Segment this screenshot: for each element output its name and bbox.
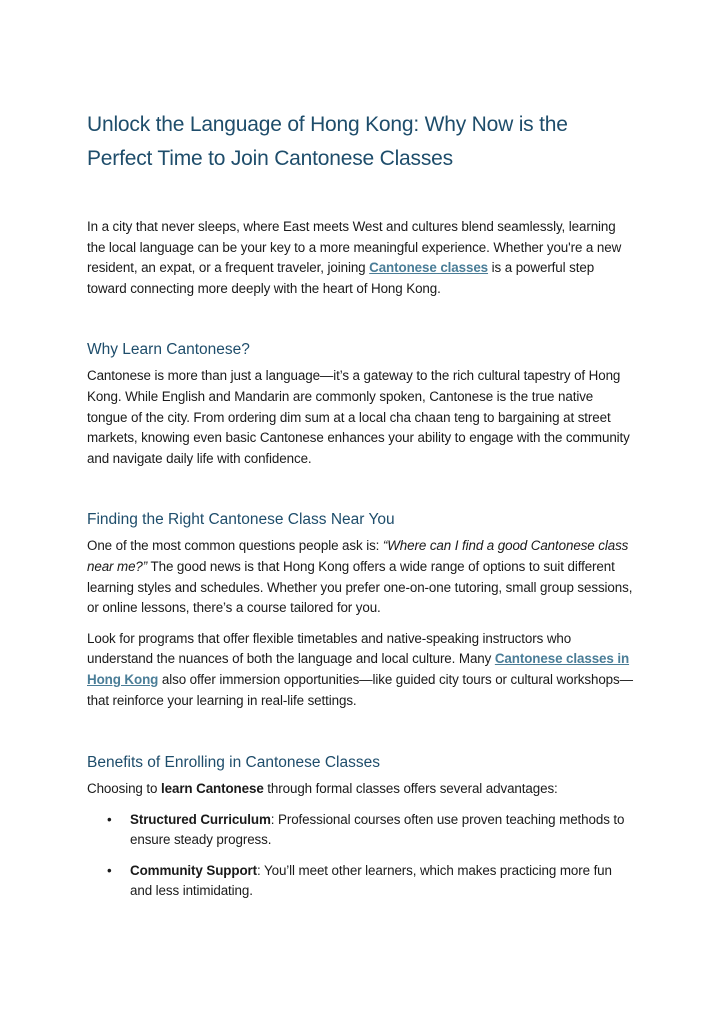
page-title: Unlock the Language of Hong Kong: Why Now is the Perfect Time to Join Cantonese Classes (87, 113, 568, 170)
finding-text-after: The good news is that Hong Kong offers a wide range of options to suit different learning styles and schedules. Whether you prefer one-on-one tutoring, small group sessions, or online lessons, there’s a course tailored for you. (87, 558, 633, 616)
finding-text-before: One of the most common questions people ask is: (87, 538, 383, 554)
benefits-lead-after: through formal classes offers several advantages: (263, 781, 558, 797)
finding2-text-after: also offer immersion opportunities—like guided city tours or cultural workshops—that reinforce your learning in real-life settings. (87, 671, 633, 708)
intro-paragraph (87, 217, 635, 299)
section-finding-paragraph-2 (87, 629, 635, 711)
benefits-lead-before: Choosing to (87, 781, 161, 797)
bullet-bold: Community Support (130, 862, 257, 878)
finding-quote: “Where can I find a good Cantonese class near me?” (87, 538, 629, 574)
bullet-icon: • (107, 862, 112, 878)
section-why-paragraph: Cantonese is more than just a language—it’s a gateway to the rich cultural tapestry of Hong Kong. While English and Mandarin are commonly spoken, Cantonese is the true native tongue of the city. From ordering dim sum at a local cha chaan teng to bargaining at street markets, knowing even basic Cantonese enhances your ability to engage with the community and navigate daily life with confidence. (87, 368, 630, 466)
benefits-list (87, 810, 635, 902)
cantonese-classes-hong-kong-link[interactable]: Cantonese classes in Hong Kong (87, 651, 630, 687)
intro-text-before: In a city that never sleeps, where East meets West and cultures blend seamlessly, learning the local language can be your key to a more meaningful experience. Whether you're a new resident, an expat, or a frequent traveler, joining (87, 219, 622, 276)
section-finding-paragraph-1 (87, 536, 635, 618)
list-item (87, 861, 635, 902)
benefits-lead-bold: learn Cantonese (161, 781, 264, 797)
bullet-bold: Structured Curriculum (130, 811, 271, 827)
cantonese-classes-link[interactable]: Cantonese classes (369, 260, 489, 276)
list-item (87, 810, 635, 851)
section-heading-finding: Finding the Right Cantonese Class Near You (87, 511, 395, 529)
document-page (87, 108, 635, 902)
benefits-lead (87, 779, 635, 800)
section-heading-why: Why Learn Cantonese? (87, 341, 250, 359)
finding2-text-before: Look for programs that offer flexible timetables and native-speaking instructors who understand the nuances of both the language and local culture. Many (87, 630, 572, 667)
bullet-icon: • (107, 811, 112, 827)
bullet-text: : Professional courses often use proven teaching methods to ensure steady progress. (130, 811, 625, 848)
bullet-text: : You’ll meet other learners, which makes practicing more fun and less intimidating. (130, 862, 612, 899)
section-heading-benefits: Benefits of Enrolling in Cantonese Classes (87, 754, 380, 772)
intro-text-after: is a powerful step toward connecting more deeply with the heart of Hong Kong. (87, 260, 595, 296)
